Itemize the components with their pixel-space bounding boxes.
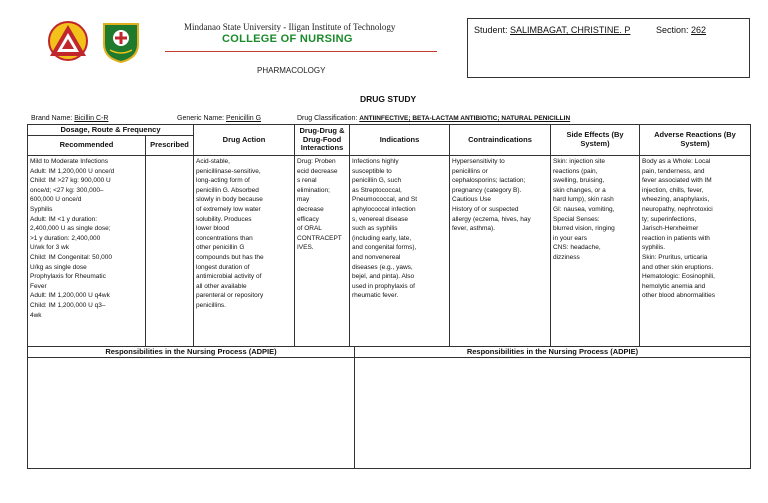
- cell-line: aphylococcal infection: [352, 205, 416, 213]
- cell-line: wheezing, anaphylaxis,: [642, 196, 710, 204]
- cell-line: efficacy: [297, 215, 319, 223]
- cell-line: once/d; <27 kg: 300,000–: [30, 186, 104, 194]
- cell-line: hard lump), skin rash: [553, 196, 614, 204]
- prescribed-header: Prescribed: [146, 136, 194, 156]
- msu-iit-logo: [44, 20, 92, 62]
- student-name: SALIMBAGAT, CHRISTINE. P: [510, 25, 631, 35]
- cell-line: penicillin G. Absorbed: [196, 186, 259, 194]
- cell-line: antimicrobial activity of: [196, 273, 262, 281]
- cell-line: Child: IM 1,200,000 U q3–: [30, 301, 106, 309]
- side-effects-cell: [551, 156, 640, 347]
- cell-line: s renal: [297, 177, 317, 185]
- cell-line: fever, asthma).: [452, 225, 495, 233]
- cell-line: all other available: [196, 282, 247, 290]
- responsibilities-area-left[interactable]: [28, 358, 355, 469]
- cell-line: Hypersensitivity to: [452, 158, 505, 165]
- cell-line: fever associated with IM: [642, 177, 712, 185]
- cell-line: Pneumococcal, and St: [352, 196, 418, 204]
- cell-line: 2,400,000 U as single dose;: [30, 225, 111, 233]
- cell-line: lower blood: [196, 225, 230, 233]
- brand-value: Bicillin C-R: [74, 115, 109, 122]
- cell-line: skin changes, or a: [553, 186, 606, 194]
- student-field: [474, 25, 630, 35]
- cell-line: in your ears: [553, 234, 587, 242]
- cell-line: penicillinase-sensitive,: [196, 167, 261, 175]
- generic-value: Penicillin G: [226, 115, 262, 122]
- cell-line: Child: IM Congenital: 50,000: [30, 253, 113, 261]
- cell-line: Drug: Proben: [297, 158, 336, 165]
- section-value: 262: [691, 25, 707, 35]
- cell-line: Infections highly: [352, 158, 399, 165]
- page-title: DRUG STUDY: [360, 94, 417, 104]
- cell-line: ecid decrease: [297, 167, 338, 175]
- student-info-box: [467, 18, 750, 78]
- adverse-reactions-cell: [640, 156, 751, 347]
- cell-line: Cautious Use: [452, 196, 492, 204]
- drug-study-table: [27, 124, 751, 347]
- cell-line: longest duration of: [196, 263, 250, 271]
- cell-line: elimination;: [297, 186, 330, 194]
- generic-name-field: [177, 115, 261, 122]
- cell-line: pain, tenderness, and: [642, 167, 705, 175]
- drug-action-cell: [194, 156, 295, 347]
- cell-line: Acid-stable,: [196, 158, 230, 165]
- cell-line: IVES.: [297, 244, 314, 252]
- cell-line: (including early, late,: [352, 234, 412, 242]
- indications-cell: [350, 156, 450, 347]
- cell-line: 600,000 U once/d: [30, 196, 82, 204]
- interactions-header: Drug-Drug & Drug-Food Interactions: [295, 125, 350, 156]
- recommended-header: Recommended: [28, 136, 146, 156]
- cell-line: pregnancy (category B).: [452, 186, 522, 194]
- cell-line: neuropathy, nephrotoxici: [642, 205, 713, 213]
- cell-line: other penicillin G: [196, 244, 245, 252]
- cell-line: penicillins or: [452, 167, 488, 175]
- brand-label: Brand Name:: [31, 115, 73, 122]
- cell-line: cephalosporins; lactation;: [452, 177, 526, 185]
- college-of-nursing-logo: [100, 20, 142, 64]
- cell-line: Special Senses:: [553, 215, 600, 223]
- generic-label: Generic Name:: [177, 115, 225, 122]
- cell-line: 4wk: [30, 311, 42, 319]
- adverse-reactions-header: Adverse Reactions (By System): [640, 125, 751, 156]
- cell-line: Syphilis: [30, 205, 53, 213]
- cell-line: >1 y duration: 2,400,000: [30, 234, 101, 242]
- cell-line: rheumatic fever.: [352, 292, 399, 300]
- cell-line: Hematologic: Eosinophili,: [642, 273, 715, 281]
- cell-line: penicillin G, such: [352, 177, 402, 185]
- cell-line: decrease: [297, 205, 324, 213]
- cell-line: slowly in body because: [196, 196, 263, 204]
- cell-line: bejel, and pinta). Also: [352, 273, 415, 281]
- cell-line: long-acting form of: [196, 177, 250, 185]
- cell-line: reaction in patients with: [642, 234, 710, 242]
- drug-classification-field: [297, 115, 570, 122]
- cell-line: Prophylaxis for Rheumatic: [30, 273, 106, 281]
- cell-line: susceptible to: [352, 167, 392, 175]
- cell-line: and nonvenereal: [352, 253, 401, 261]
- cell-line: solubility. Produces: [196, 215, 252, 223]
- cell-line: as Streptococcal,: [352, 186, 402, 194]
- cell-line: used in prophylaxis of: [352, 282, 415, 290]
- cell-line: Skin: Pruritus, urticaria: [642, 253, 708, 261]
- university-name: Mindanao State University - Iligan Institute of Technology: [184, 22, 396, 32]
- cell-line: s, venereal disease: [352, 215, 409, 223]
- cell-line: dizziness: [553, 253, 580, 261]
- cell-line: hemolytic anemia and: [642, 282, 706, 290]
- cell-line: Body as a Whole: Local: [642, 158, 711, 165]
- cell-line: other blood abnormalities: [642, 292, 715, 300]
- cell-line: Mild to Moderate Infections: [30, 158, 109, 165]
- cell-line: such as syphilis: [352, 225, 398, 233]
- interactions-cell: [295, 156, 350, 347]
- cell-line: injection, chills, fever,: [642, 186, 704, 194]
- cell-line: Adult: IM 1,200,000 U once/d: [30, 167, 115, 175]
- department-name: PHARMACOLOGY: [257, 66, 326, 75]
- cell-line: diseases (e.g., yaws,: [352, 263, 413, 271]
- cell-line: allergy (eczema, hives, hay: [452, 215, 531, 223]
- cell-line: Adult: IM <1 y duration:: [30, 215, 98, 223]
- section-field: [656, 25, 706, 35]
- cell-line: and congenital forms),: [352, 244, 417, 252]
- cell-line: reactions (pain,: [553, 167, 598, 175]
- cell-line: of extremely low water: [196, 205, 261, 213]
- cell-line: of ORAL: [297, 225, 322, 233]
- cell-line: Fever: [30, 282, 47, 290]
- responsibilities-table: [27, 346, 751, 469]
- contraindications-header: Contraindications: [450, 125, 551, 156]
- cell-line: GI: nausea, vomiting,: [553, 205, 615, 213]
- contraindications-cell: [450, 156, 551, 347]
- cell-line: ty; superinfections,: [642, 215, 697, 223]
- classification-label: Drug Classification:: [297, 115, 358, 122]
- responsibilities-header-left: Responsibilities in the Nursing Process (ADPIE): [28, 347, 355, 358]
- cell-line: Skin: injection site: [553, 158, 606, 165]
- section-label: Section:: [656, 25, 689, 35]
- cell-line: and other skin eruptions.: [642, 263, 714, 271]
- responsibilities-area-right[interactable]: [355, 358, 751, 469]
- classification-value: ANTIINFECTIVE; BETA-LACTAM ANTIBIOTIC; NATURAL PENICILLIN: [359, 115, 571, 122]
- side-effects-header: Side Effects (By System): [551, 125, 640, 156]
- indications-header: Indications: [350, 125, 450, 156]
- cell-line: U/wk for 3 wk: [30, 244, 70, 252]
- responsibilities-header-right: Responsibilities in the Nursing Process (ADPIE): [355, 347, 751, 358]
- dosage-group-header: Dosage, Route & Frequency: [28, 125, 194, 136]
- brand-name-field: [31, 115, 108, 122]
- cell-line: Child: IM >27 kg: 900,000 U: [30, 177, 111, 185]
- cell-line: Adult: IM 1,200,000 U q4wk: [30, 292, 110, 300]
- header-divider: [165, 51, 437, 52]
- cell-line: CNS: headache,: [553, 244, 601, 252]
- student-label: Student:: [474, 25, 508, 35]
- drug-action-header: Drug Action: [194, 125, 295, 156]
- cell-line: History of or suspected: [452, 205, 519, 213]
- cell-line: syphilis.: [642, 244, 666, 252]
- cell-line: U/kg as single dose: [30, 263, 87, 271]
- cell-line: penicillins.: [196, 301, 226, 309]
- cell-line: may: [297, 196, 310, 204]
- cell-line: swelling, bruising,: [553, 177, 605, 185]
- college-name: COLLEGE OF NURSING: [222, 33, 353, 45]
- cell-line: parenteral or repository: [196, 292, 264, 300]
- cell-line: compounds but has the: [196, 253, 264, 261]
- cell-line: CONTRACEPT: [297, 234, 342, 242]
- prescribed-cell: [146, 156, 194, 347]
- cell-line: concentrations than: [196, 234, 253, 242]
- cell-line: blurred vision, ringing: [553, 225, 615, 233]
- cell-line: Jarisch-Herxheimer: [642, 225, 699, 233]
- recommended-cell: [28, 156, 146, 347]
